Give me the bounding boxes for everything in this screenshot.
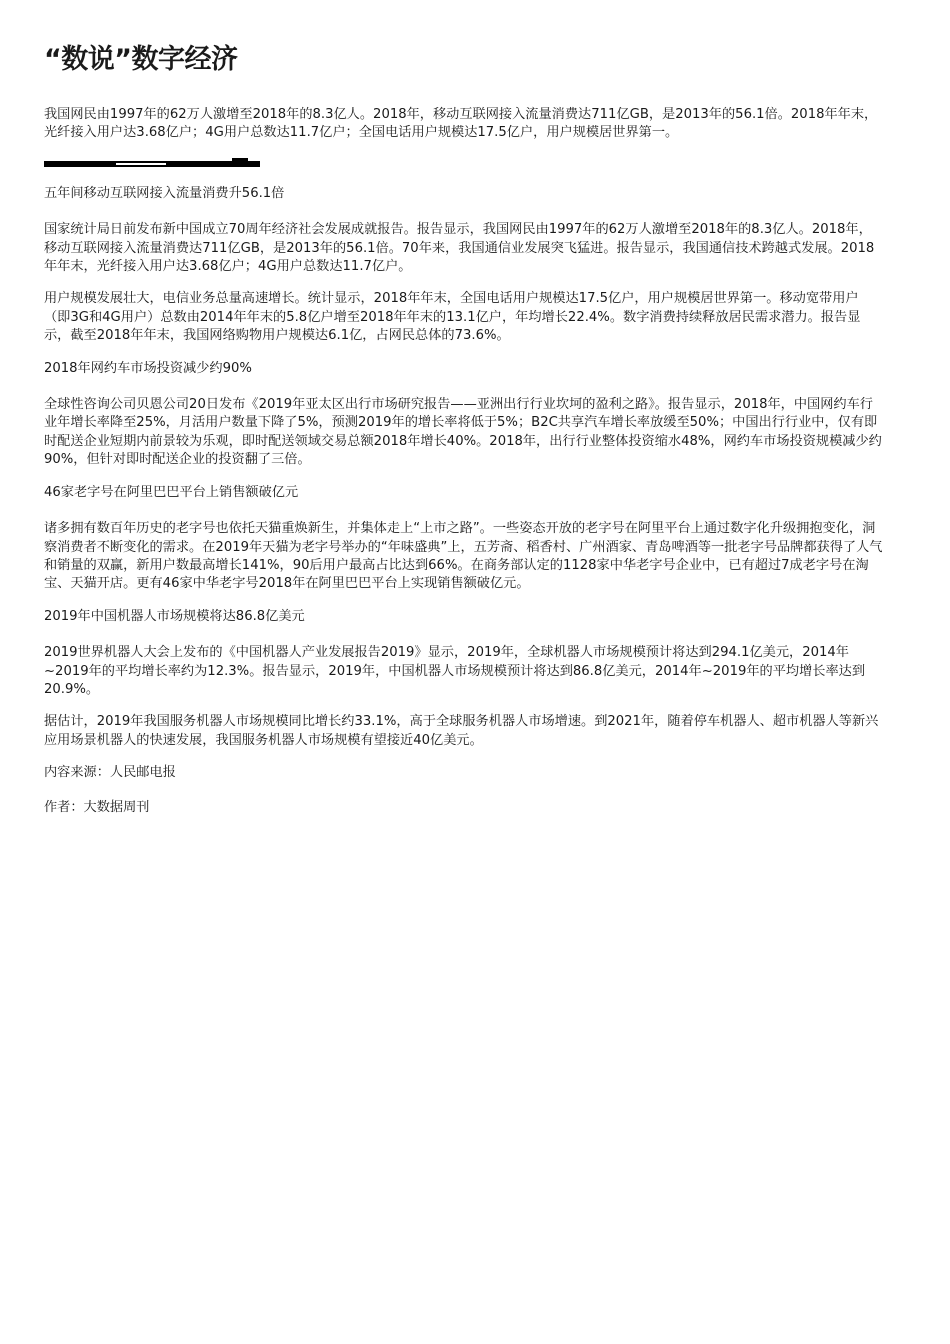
redaction-bar-top — [232, 158, 248, 161]
section-heading: 2019年中国机器人市场规模将达86.8亿美元 — [44, 608, 305, 624]
section-paragraph: 2019世界机器人大会上发布的《中国机器人产业发展报告2019》显示，2019年，全球机器人市场规模预计将达到294.1亿美元，2014年~2019年的平均增长率约为12.3%。报告显示，2019年，中国机器人市场规模预计将达到86.8亿美元，2014年~2019年的平均增长率达到20.9%。 — [44, 645, 866, 697]
section-heading: 46家老字号在阿里巴巴平台上销售额破亿元 — [44, 484, 299, 500]
section-brands — [44, 484, 884, 594]
page-title: “数说”数字经济 — [44, 44, 238, 75]
article — [44, 40, 884, 817]
section-paragraph: 全球性咨询公司贝恩公司20日发布《2019年亚太区出行市场研究报告——亚洲出行行业坎坷的盈利之路》。报告显示，2018年，中国网约车行业年增长率降至25%，月活用户数量下降了5%，预测2019年的增长率将低于5%；B2C共享汽车增长率放缓至50%；中国出行行业中，仅有即时配送企业短期内前景较为乐观，即时配送领域交易总额2018年增长40%。2018年，出行行业整体投资缩水48%，网约车市场投资规模减少约90%，但针对即时配送企业的投资翻了三倍。 — [44, 397, 882, 468]
section-ride-hailing — [44, 360, 884, 470]
section-paragraph: 据估计，2019年我国服务机器人市场规模同比增长约33.1%，高于全球服务机器人市场增速。到2021年，随着停车机器人、超市机器人等新兴应用场景机器人的快速发展，我国服务机器人市场规模有望接近40亿美元。 — [44, 714, 879, 748]
redaction-bar — [44, 157, 262, 171]
section-paragraph: 用户规模发展壮大，电信业务总量高速增长。统计显示，2018年年末，全国电话用户规模达17.5亿户，用户规模居世界第一。移动宽带用户（即3G和4G用户）总数由2014年年末的5.8亿户增至2018年年末的13.1亿户，年均增长22.4%。数字消费持续释放居民需求潜力。报告显示，截至2018年年末，我国网络购物用户规模达6.1亿，占网民总体的73.6%。 — [44, 291, 861, 344]
intro-paragraph: 我国网民由1997年的62万人激增至2018年的8.3亿人。2018年，移动互联网接入流量消费达711亿GB，是2013年的56.1倍。2018年年末，光纤接入用户达3.68亿户；4G用户总数达11.7亿户；全国电话用户规模达17.5亿户，用户规模居世界第一。 — [44, 107, 878, 141]
section-heading: 2018年网约车市场投资减少约90% — [44, 360, 252, 376]
author-line: 作者：大数据周刊 — [44, 799, 150, 815]
redaction-bar-gap — [116, 163, 166, 165]
source-line: 内容来源：人民邮电报 — [44, 765, 176, 781]
section-heading: 五年间移动互联网接入流量消费升56.1倍 — [44, 185, 285, 201]
section-paragraph: 国家统计局日前发布新中国成立70周年经济社会发展成就报告。报告显示，我国网民由1997年的62万人激增至2018年的8.3亿人。2018年，移动互联网接入流量消费达711亿GB，是2013年的56.1倍。70年来，我国通信业发展突飞猛进。报告显示，我国通信技术跨越式发展。2018年年末，光纤接入用户达3.68亿户；4G用户总数达11.7亿户。 — [44, 222, 875, 275]
section-robots — [44, 608, 884, 750]
section-paragraph: 诸多拥有数百年历史的老字号也依托天猫重焕新生，并集体走上“上市之路”。一些姿态开放的老字号在阿里平台上通过数字化升级拥抱变化，洞察消费者不断变化的需求。在2019年天猫为老字号举办的“年味盛典”上，五芳斋、稻香村、广州酒家、青岛啤酒等一批老字号品牌都获得了人气和销量的双赢，新用户数最高增长141%，90后用户最高占比达到66%。在商务部认定的1128家中华老字号企业中，已有超过7成老字号在淘宝、天猫开店。更有46家中华老字号2018年在阿里巴巴平台上实现销售额破亿元。 — [44, 521, 883, 592]
section-traffic — [44, 185, 884, 346]
